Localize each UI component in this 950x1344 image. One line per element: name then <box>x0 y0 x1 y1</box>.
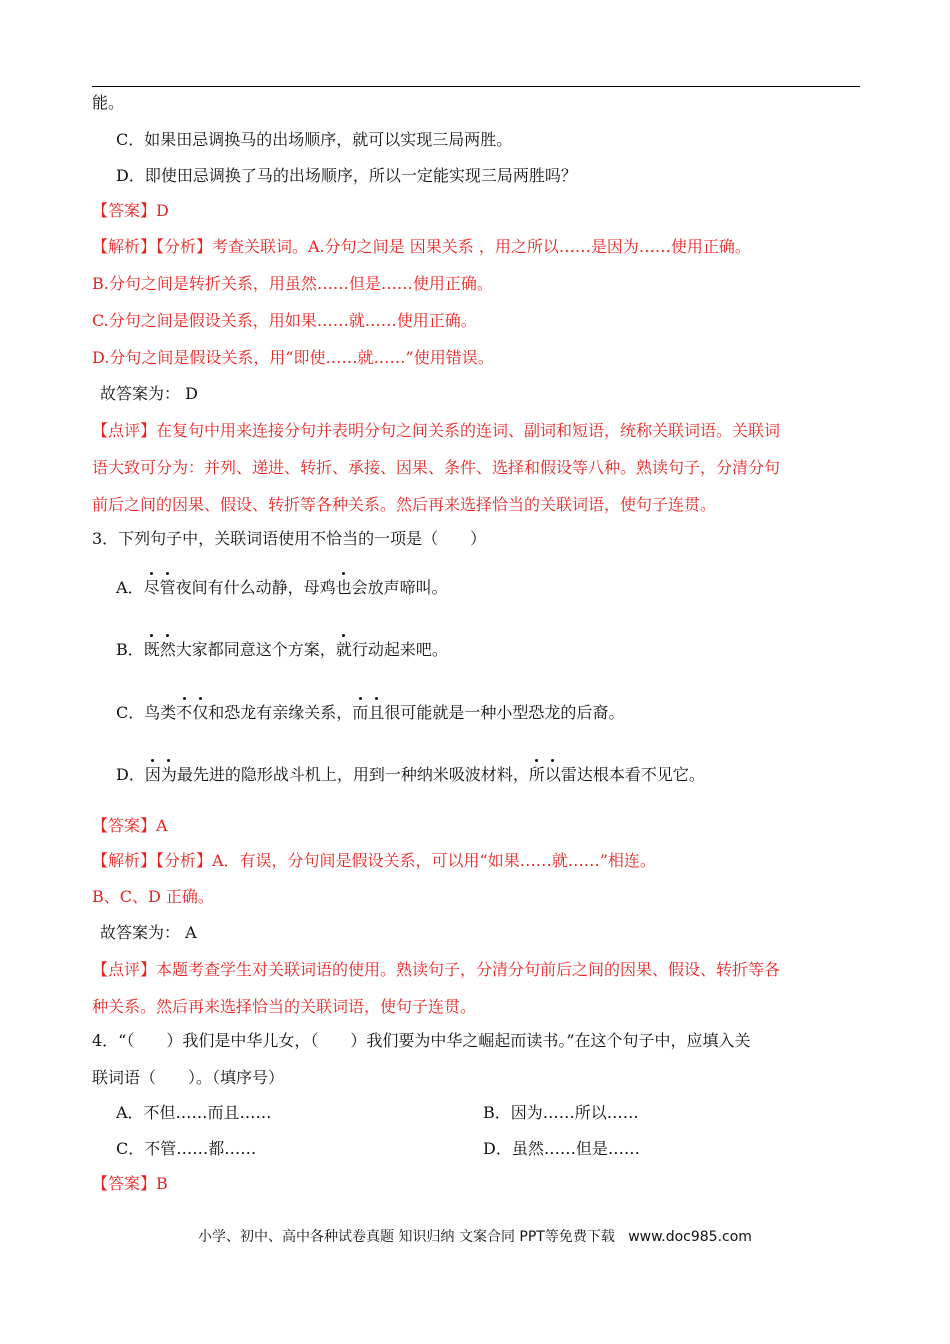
emphasis-char: 以 <box>544 765 561 784</box>
emphasis-char: 所 <box>528 765 545 784</box>
emphasis-char: 既 <box>143 640 160 659</box>
header-rule <box>92 86 860 87</box>
emphasis-char: 尽 <box>143 578 160 597</box>
option-text: 会放声啼叫。 <box>351 578 448 597</box>
emphasis-char: 而 <box>352 703 369 722</box>
option-label: B． <box>116 640 144 659</box>
option-text: 雷达根本看不见它。 <box>560 765 705 784</box>
option-label: A． <box>116 578 144 597</box>
option-label: D． <box>116 765 145 784</box>
emphasized-word <box>145 765 177 784</box>
footer-url-link[interactable]: www.doc985.com <box>628 1229 752 1245</box>
emphasis-char: 且 <box>368 703 385 722</box>
option-text: 大家都同意这个方案， <box>175 640 336 659</box>
q2-analysis-line-4: D.分句之间是假设关系，用“即使……就……”使用错误。 <box>92 348 494 367</box>
q3-comment-line-1: 【点评】本题考查学生对关联词语的使用。熟读句子，分清分句前后之间的因果、假设、转折等各 <box>92 960 781 979</box>
page-footer <box>0 1227 950 1247</box>
q2-option-c: C．如果田忌调换马的出场顺序，就可以实现三局两胜。 <box>116 130 513 149</box>
q4-answer: 【答案】B <box>92 1174 168 1193</box>
q3-option-a <box>116 577 448 599</box>
q4-option-c: C．不管……都…… <box>116 1139 257 1158</box>
q3-option-d <box>116 764 705 786</box>
emphasis-char: 然 <box>159 640 176 659</box>
emphasized-word <box>336 578 352 597</box>
option-text: 很可能就是一种小型恐龙的后裔。 <box>384 703 625 722</box>
q3-analysis-line-1: 【解析】【分析】A．有误，分句间是假设关系，可以用“如果……就……”相连。 <box>92 851 656 870</box>
emphasized-word <box>144 578 176 597</box>
q2-comment-line-1: 【点评】在复句中用来连接分句并表明分句之间关系的连词、副词和短语，统称关联词语。关联词 <box>92 421 781 440</box>
q4-option-b: B．因为……所以…… <box>483 1103 639 1122</box>
q3-option-c <box>116 702 624 724</box>
emphasized-word <box>352 703 384 722</box>
q2-comment-line-2: 语大致可分为：并列、递进、转折、承接、因果、条件、选择和假设等八种。熟读句子，分清分句 <box>92 458 781 477</box>
q3-analysis-line-2: B、C、D 正确。 <box>92 887 214 906</box>
emphasis-char: 就 <box>335 640 352 659</box>
q3-option-b <box>116 639 448 661</box>
q4-stem-line-1: 4．“（ ）我们是中华儿女，（ ）我们要为中华之崛起而读书。”在这个句子中，应填入关 <box>92 1031 751 1050</box>
emphasis-char: 为 <box>160 765 177 784</box>
q2-analysis-line-2: B.分句之间是转折关系，用虽然……但是……使用正确。 <box>92 274 493 293</box>
q3-final-answer: 故答案为： A <box>100 923 197 942</box>
emphasized-word <box>144 640 176 659</box>
emphasized-word <box>336 640 352 659</box>
q2-final-answer: 故答案为： D <box>100 384 198 403</box>
q2-analysis-line-3: C.分句之间是假设关系，用如果……就……使用正确。 <box>92 311 477 330</box>
emphasized-word <box>529 765 561 784</box>
option-text: 夜间有什么动静，母鸡 <box>175 578 336 597</box>
q4-option-d: D．虽然……但是…… <box>483 1139 640 1158</box>
q3-comment-line-2: 种关系。然后再来选择恰当的关联词语，使句子连贯。 <box>92 997 477 1016</box>
emphasis-char: 仅 <box>192 703 209 722</box>
q3-answer: 【答案】A <box>92 816 168 835</box>
emphasized-word <box>176 703 208 722</box>
option-text: 最先进的隐形战斗机上，用到一种纳米吸波材料， <box>176 765 529 784</box>
option-text: 行动起来吧。 <box>351 640 448 659</box>
q2-stem-continuation: 能。 <box>92 93 125 112</box>
emphasis-char: 不 <box>176 703 193 722</box>
q2-option-d: D．即使田忌调换了马的出场顺序，所以一定能实现三局两胜吗？ <box>116 166 577 185</box>
q2-answer: 【答案】D <box>92 201 169 220</box>
emphasis-char: 也 <box>335 578 352 597</box>
q3-stem: 3．下列句子中，关联词语使用不恰当的一项是（ ） <box>92 529 487 548</box>
option-text: 鸟类 <box>144 703 177 722</box>
q4-option-a: A．不但……而且…… <box>116 1103 272 1122</box>
option-label: C． <box>116 703 145 722</box>
q2-analysis-line-1: 【解析】【分析】考查关联词。A.分句之间是 因果关系 ，用之所以……是因为……使用正确。 <box>92 237 751 256</box>
q4-stem-line-2: 联词语（ ）。（填序号） <box>92 1068 285 1087</box>
emphasis-char: 因 <box>144 765 161 784</box>
q2-comment-line-3: 前后之间的因果、假设、转折等各种关系。然后再来选择恰当的关联词语，使句子连贯。 <box>92 495 717 514</box>
footer-text: 小学、初中、高中各种试卷真题 知识归纳 文案合同 PPT等免费下载 <box>198 1229 615 1245</box>
emphasis-char: 管 <box>159 578 176 597</box>
option-text: 和恐龙有亲缘关系， <box>208 703 353 722</box>
